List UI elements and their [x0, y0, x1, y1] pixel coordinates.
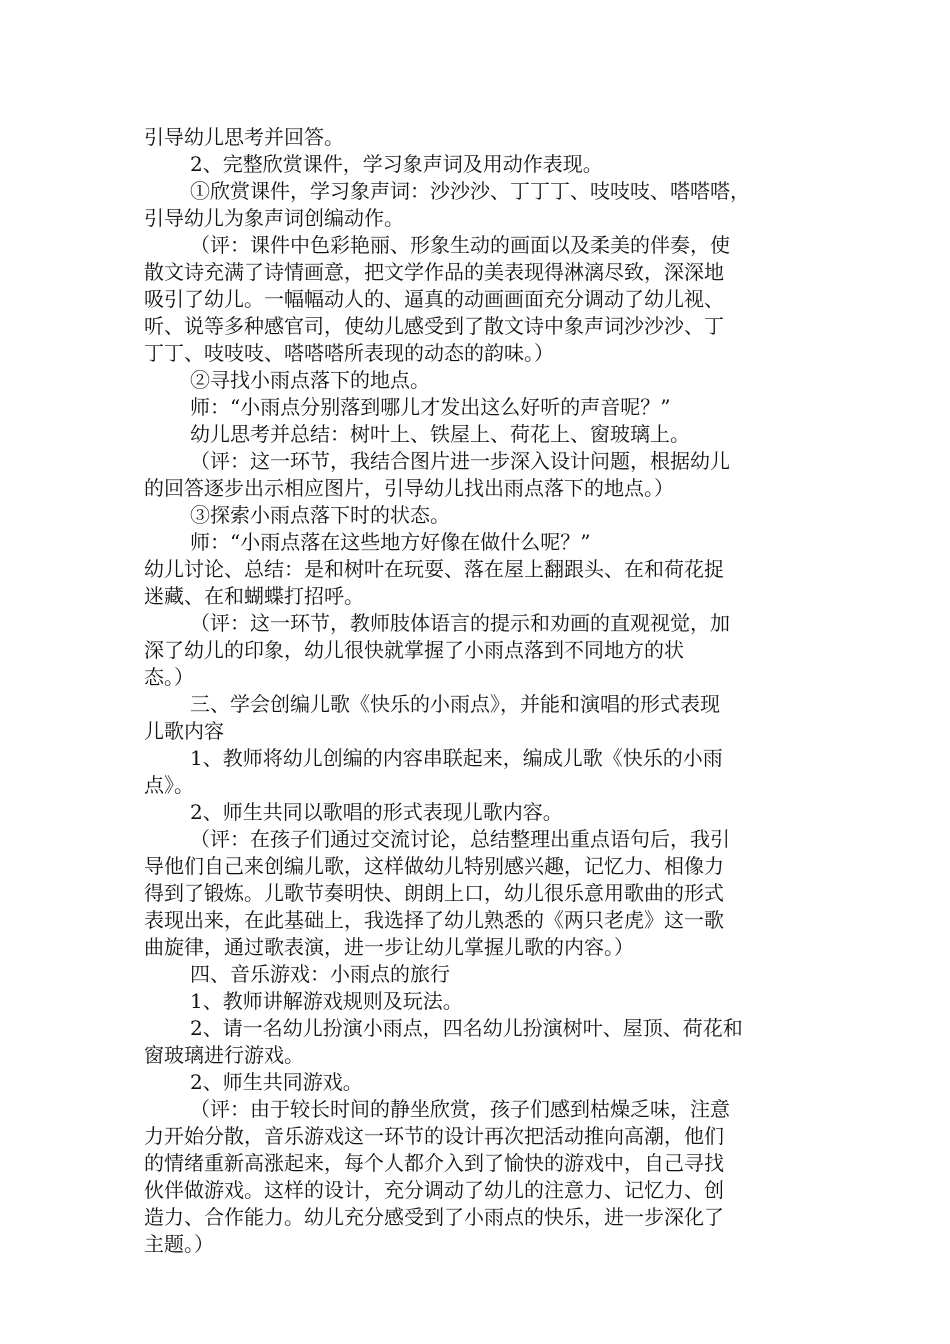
- text-line: 伙伴做游戏。这样的设计，充分调动了幼儿的注意力、记忆力、创: [144, 1178, 724, 1202]
- text-line: 主题。）: [144, 1232, 214, 1256]
- text-line: 儿歌内容: [144, 719, 224, 743]
- text-line: 曲旋律，通过歌表演，进一步让幼儿掌握儿歌的内容。）: [144, 935, 634, 959]
- text-line: 2、完整欣赏课件，学习象声词及用动作表现。: [190, 152, 603, 176]
- text-line: 幼儿思考并总结：树叶上、铁屋上、荷花上、窗玻璃上。: [190, 422, 690, 446]
- text-line: 吸引了幼儿。一幅幅动人的、逼真的动画画面充分调动了幼儿视、: [144, 287, 724, 311]
- text-line: 态。）: [144, 665, 194, 689]
- text-line: 得到了锻炼。儿歌节奏明快、朗朗上口，幼儿很乐意用歌曲的形式: [144, 881, 724, 905]
- text-line: （评：在孩子们通过交流讨论，总结整理出重点语句后，我引: [190, 827, 730, 851]
- text-line: 导他们自己来创编儿歌，这样做幼儿特别感兴趣，记忆力、相像力: [144, 854, 724, 878]
- text-line: 的回答逐步出示相应图片，引导幼儿找出雨点落下的地点。）: [144, 476, 674, 500]
- text-line: 力开始分散，音乐游戏这一环节的设计再次把活动推向高潮，他们: [144, 1124, 724, 1148]
- text-line: ③探索小雨点落下时的状态。: [190, 503, 450, 527]
- text-line: 1、教师讲解游戏规则及玩法。: [190, 989, 463, 1013]
- text-line: 点》。: [144, 773, 194, 797]
- text-line: 2、师生共同以歌唱的形式表现儿歌内容。: [190, 800, 563, 824]
- text-line: （评：由于较长时间的静坐欣赏，孩子们感到枯燥乏味，注意: [190, 1097, 730, 1121]
- text-line: 丁丁、吱吱吱、嗒嗒嗒所表现的动态的韵味。）: [144, 341, 554, 365]
- text-line: 引导幼儿为象声词创编动作。: [144, 206, 404, 230]
- text-line: 2、师生共同游戏。: [190, 1070, 363, 1094]
- text-line: （评：这一环节，教师肢体语言的提示和劝画的直观视觉，加: [190, 611, 730, 635]
- text-line: ②寻找小雨点落下的地点。: [190, 368, 430, 392]
- text-line: 的情绪重新高涨起来，每个人都介入到了愉快的游戏中，自己寻找: [144, 1151, 724, 1175]
- text-line: 1、教师将幼儿创编的内容串联起来，编成儿歌《快乐的小雨: [190, 746, 723, 770]
- text-line: （评：这一环节，我结合图片进一步深入设计问题，根据幼儿: [190, 449, 730, 473]
- text-line: 师：“小雨点分别落到哪儿才发出这么好听的声音呢？”: [190, 395, 671, 419]
- text-line: （评：课件中色彩艳丽、形象生动的画面以及柔美的伴奏，使: [190, 233, 730, 257]
- text-line: 表现出来，在此基础上，我选择了幼儿熟悉的《两只老虎》这一歌: [144, 908, 724, 932]
- text-line: 四、音乐游戏：小雨点的旅行: [190, 962, 450, 986]
- text-line: 迷藏、在和蝴蝶打招呼。: [144, 584, 364, 608]
- text-line: 窗玻璃进行游戏。: [144, 1043, 304, 1067]
- document-body: [144, 124, 810, 1258]
- text-line: 散文诗充满了诗情画意，把文学作品的美表现得淋漓尽致，深深地: [144, 260, 724, 284]
- text-line: 2、请一名幼儿扮演小雨点，四名幼儿扮演树叶、屋顶、荷花和: [190, 1016, 743, 1040]
- text-line: ①欣赏课件，学习象声词：沙沙沙、丁丁丁、吱吱吱、嗒嗒嗒，: [190, 179, 750, 203]
- text-line: 师：“小雨点落在这些地方好像在做什么呢？”: [190, 530, 591, 554]
- text-line: 听、说等多种感官司，使幼儿感受到了散文诗中象声词沙沙沙、丁: [144, 314, 724, 338]
- text-line: 幼儿讨论、总结：是和树叶在玩耍、落在屋上翻跟头、在和荷花捉: [144, 557, 724, 581]
- text-line: 引导幼儿思考并回答。: [144, 125, 344, 149]
- text-line: 造力、合作能力。幼儿充分感受到了小雨点的快乐，进一步深化了: [144, 1205, 724, 1229]
- text-line: 三、学会创编儿歌《快乐的小雨点》，并能和演唱的形式表现: [190, 692, 720, 716]
- text-line: 深了幼儿的印象，幼儿很快就掌握了小雨点落到不同地方的状: [144, 638, 684, 662]
